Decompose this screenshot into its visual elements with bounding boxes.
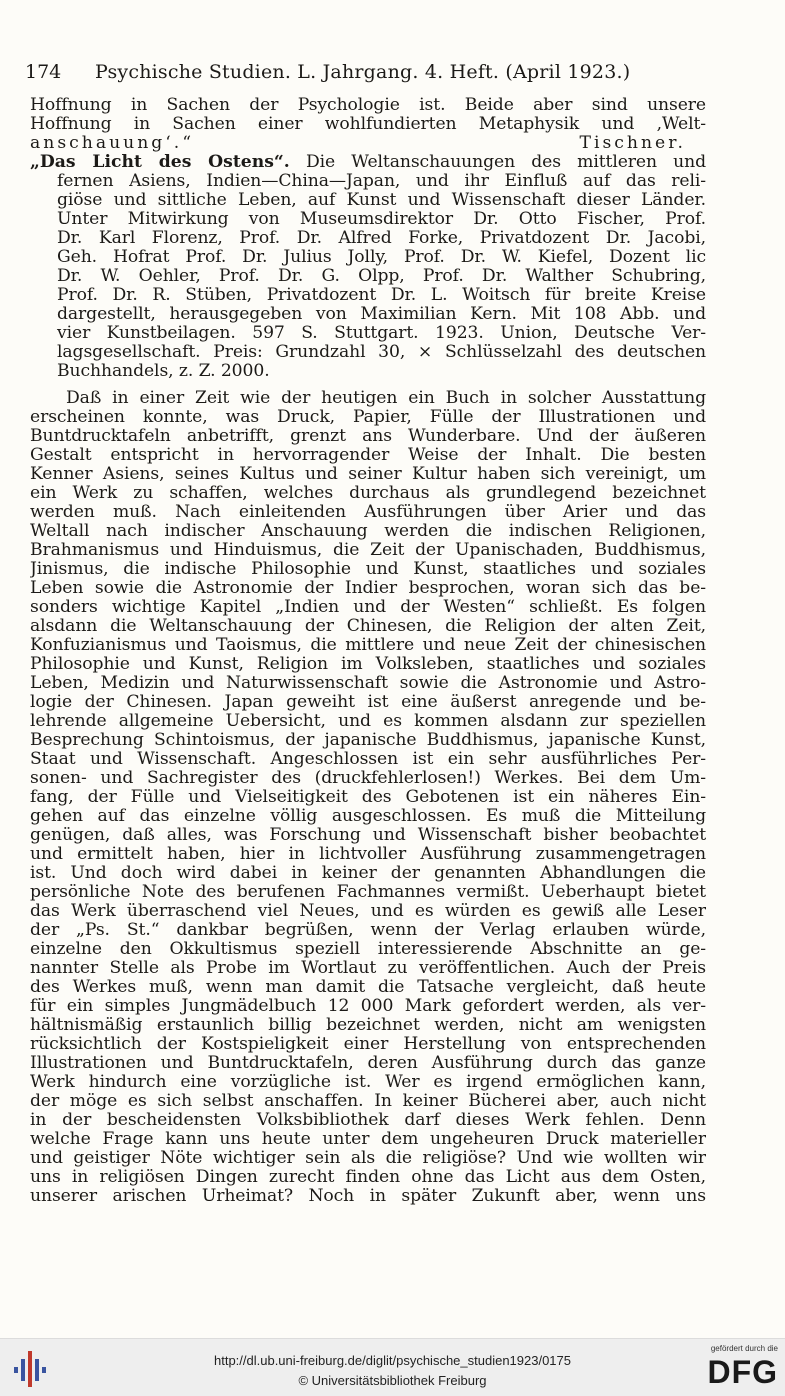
text-line: Geh. Hofrat Prof. Dr. Julius Jolly, Prof. Dr. W. Kiefel, Dozent lic bbox=[57, 248, 706, 267]
text-line: Hoffnung in Sachen einer wohlfundierten Metaphysik und ‚Welt- bbox=[30, 115, 706, 134]
dfg-logo[interactable] bbox=[690, 1344, 778, 1392]
text-line: uns in religiösen Dingen zurecht finden ohne das Licht aus dem Osten, bbox=[30, 1168, 706, 1187]
funder-caption: gefördert durch die bbox=[710, 1344, 778, 1353]
copyright-notice: © Universitätsbibliothek Freiburg bbox=[298, 1373, 487, 1388]
review-title: „Das Licht des Ostens“. bbox=[30, 153, 290, 172]
text-line: Gestalt entspricht in hervorragender Weise der Inhalt. Die besten bbox=[30, 446, 706, 465]
paragraph-gap bbox=[30, 381, 706, 389]
text-line: sonders wichtige Kapitel „Indien und der Westen“ schließt. Es folgen bbox=[30, 598, 706, 617]
text-line: welche Frage kann uns heute unter dem ungeheuren Druck materieller bbox=[30, 1130, 706, 1149]
running-title: Psychische Studien. L. Jahrgang. 4. Heft. (April 1923.) bbox=[95, 61, 631, 83]
text-line: genügen, daß alles, was Forschung und Wissenschaft bisher beobachtet bbox=[30, 826, 706, 845]
text-line: persönliche Note des berufenen Fachmannes vermißt. Ueberhaupt bietet bbox=[30, 883, 706, 902]
text-line: der „Ps. St.“ dankbar begrüßen, wenn der Verlag erlauben würde, bbox=[30, 921, 706, 940]
text-line: das Werk überraschend viel Neues, und es würden es gewiß alle Leser bbox=[30, 902, 706, 921]
text-line: gehen auf das einzelne völlig ausgeschlossen. Es muß die Mitteilung bbox=[30, 807, 706, 826]
line-left: anschauung‘.“ bbox=[30, 134, 195, 153]
page-number: 174 bbox=[25, 61, 62, 83]
text-line: Buntdrucktafeln anbetrifft, grenzt ans Wunderbare. Und der äußeren bbox=[30, 427, 706, 446]
text-line: fang, der Fülle und Vielseitigkeit des Gebotenen ist ein näheres Ein- bbox=[30, 788, 706, 807]
text-line: ist. Und doch wird dabei in keiner der genannten Abhandlungen die bbox=[30, 864, 706, 883]
text-line: lagsgesellschaft. Preis: Grundzahl 30, × Schlüsselzahl des deutschen bbox=[57, 343, 706, 362]
source-url[interactable]: http://dl.ub.uni-freiburg.de/diglit/psychische_studien1923/0175 bbox=[213, 1353, 572, 1368]
text-line: Hoffnung in Sachen der Psychologie ist. Beide aber sind unsere bbox=[30, 96, 706, 115]
text-line: Unter Mitwirkung von Museumsdirektor Dr. Otto Fischer, Prof. bbox=[57, 210, 706, 229]
text-line: Weltall nach indischer Anschauung werden die indischen Religionen, bbox=[30, 522, 706, 541]
viewer-footer bbox=[0, 1338, 785, 1396]
text-line: des Werkes muß, wenn man damit die Tatsache vergleicht, daß heute bbox=[30, 978, 706, 997]
review-title-rest: Die Weltanschauungen des mittleren und bbox=[289, 153, 706, 172]
dfg-logo-text: DFG bbox=[707, 1354, 778, 1390]
text-line: Konfuzianismus und Taoismus, die mittlere und neue Zeit der chinesischen bbox=[30, 636, 706, 655]
text-line: werden muß. Nach einleitenden Ausführungen über Arier und das bbox=[30, 503, 706, 522]
text-line: rücksichtlich der Kostspieligkeit einer Herstellung von entsprechenden bbox=[30, 1035, 706, 1054]
text-line: Daß in einer Zeit wie der heutigen ein Buch in solcher Ausstattung bbox=[66, 389, 706, 408]
text-line: logie der Chinesen. Japan geweiht ist eine äußerst anregende und be- bbox=[30, 693, 706, 712]
text-line: hältnismäßig erstaunlich billig bezeichnet werden, nicht am wenigsten bbox=[30, 1016, 706, 1035]
text-line: dargestellt, herausgegeben von Maximilian Kern. Mit 108 Abb. und bbox=[57, 305, 706, 324]
text-line: und ermittelt haben, hier in lichtvoller Ausführung zusammengetragen bbox=[30, 845, 706, 864]
text-line: Leben, Medizin und Naturwissenschaft sowie die Astronomie und Astro- bbox=[30, 674, 706, 693]
text-line: sonen- und Sachregister des (druckfehlerlosen!) Werkes. Bei dem Um- bbox=[30, 769, 706, 788]
text-line: Dr. W. Oehler, Prof. Dr. G. Olpp, Prof. Dr. Walther Schubring, bbox=[57, 267, 706, 286]
text-line: alsdann die Weltanschauung der Chinesen, die Religion der alten Zeit, bbox=[30, 617, 706, 636]
text-line: der möge es sich selbst anschaffen. In keiner Bücherei aber, auch nicht bbox=[30, 1092, 706, 1111]
text-line: Jinismus, die indische Philosophie und Kunst, staatliches und soziales bbox=[30, 560, 706, 579]
text-line: vier Kunstbeilagen. 597 S. Stuttgart. 1923. Union, Deutsche Ver- bbox=[57, 324, 706, 343]
text-line: lehrende allgemeine Uebersicht, und es kommen alsdann zur speziellen bbox=[30, 712, 706, 731]
text-line: Kenner Asiens, seines Kultus und seiner Kultur haben sich vereinigt, um bbox=[30, 465, 706, 484]
text-line: Brahmanismus und Hinduismus, die Zeit der Upanischaden, Buddhismus, bbox=[30, 541, 706, 560]
page-header bbox=[25, 58, 745, 86]
text-line: Besprechung Schintoismus, der japanische Buddhismus, japanische Kunst, bbox=[30, 731, 706, 750]
author-signature: Tischner. bbox=[579, 134, 686, 153]
text-line: für ein simples Jungmädelbuch 12 000 Mark gefordert werden, als ver- bbox=[30, 997, 706, 1016]
text-line: in der bescheidensten Volksbibliothek darf dieses Werk fehlen. Denn bbox=[30, 1111, 706, 1130]
body-text bbox=[30, 96, 706, 1206]
text-line bbox=[30, 134, 706, 153]
text-line: Prof. Dr. R. Stüben, Privatdozent Dr. L. Woitsch für breite Kreise bbox=[57, 286, 706, 305]
text-line: Leben sowie die Astronomie der Indier besprochen, woran sich das be- bbox=[30, 579, 706, 598]
text-line: nannter Stelle als Probe im Wortlaut zu veröffentlichen. Auch der Preis bbox=[30, 959, 706, 978]
text-line: Werk hindurch eine vorzügliche ist. Wer es irgend ermöglichen kann, bbox=[30, 1073, 706, 1092]
text-line: unserer arischen Urheimat? Noch in später Zukunft aber, wenn uns bbox=[30, 1187, 706, 1206]
text-line bbox=[30, 153, 706, 172]
text-line: fernen Asiens, Indien—China—Japan, und ihr Einfluß auf das reli- bbox=[57, 172, 706, 191]
text-line: giöse und sittliche Leben, auf Kunst und Wissenschaft dieser Länder. bbox=[57, 191, 706, 210]
text-line: Illustrationen und Buntdrucktafeln, deren Ausführung durch das ganze bbox=[30, 1054, 706, 1073]
text-line: Philosophie und Kunst, Religion im Volksleben, staatliches und soziales bbox=[30, 655, 706, 674]
text-line: Staat und Wissenschaft. Angeschlossen ist ein sehr ausführliches Per- bbox=[30, 750, 706, 769]
text-line: ein Werk zu schaffen, welches durchaus als grundlegend bezeichnet bbox=[30, 484, 706, 503]
text-line: erscheinen konnte, was Druck, Papier, Fülle der Illustrationen und bbox=[30, 408, 706, 427]
text-line: einzelne den Okkultismus speziell interessierende Abschnitte an ge- bbox=[30, 940, 706, 959]
text-line: Dr. Karl Florenz, Prof. Dr. Alfred Forke, Privatdozent Dr. Jacobi, bbox=[57, 229, 706, 248]
text-line: Buchhandels, z. Z. 2000. bbox=[57, 362, 270, 381]
text-line: und geistiger Nöte wichtiger sein als die religiöse? Und wie wollten wir bbox=[30, 1149, 706, 1168]
